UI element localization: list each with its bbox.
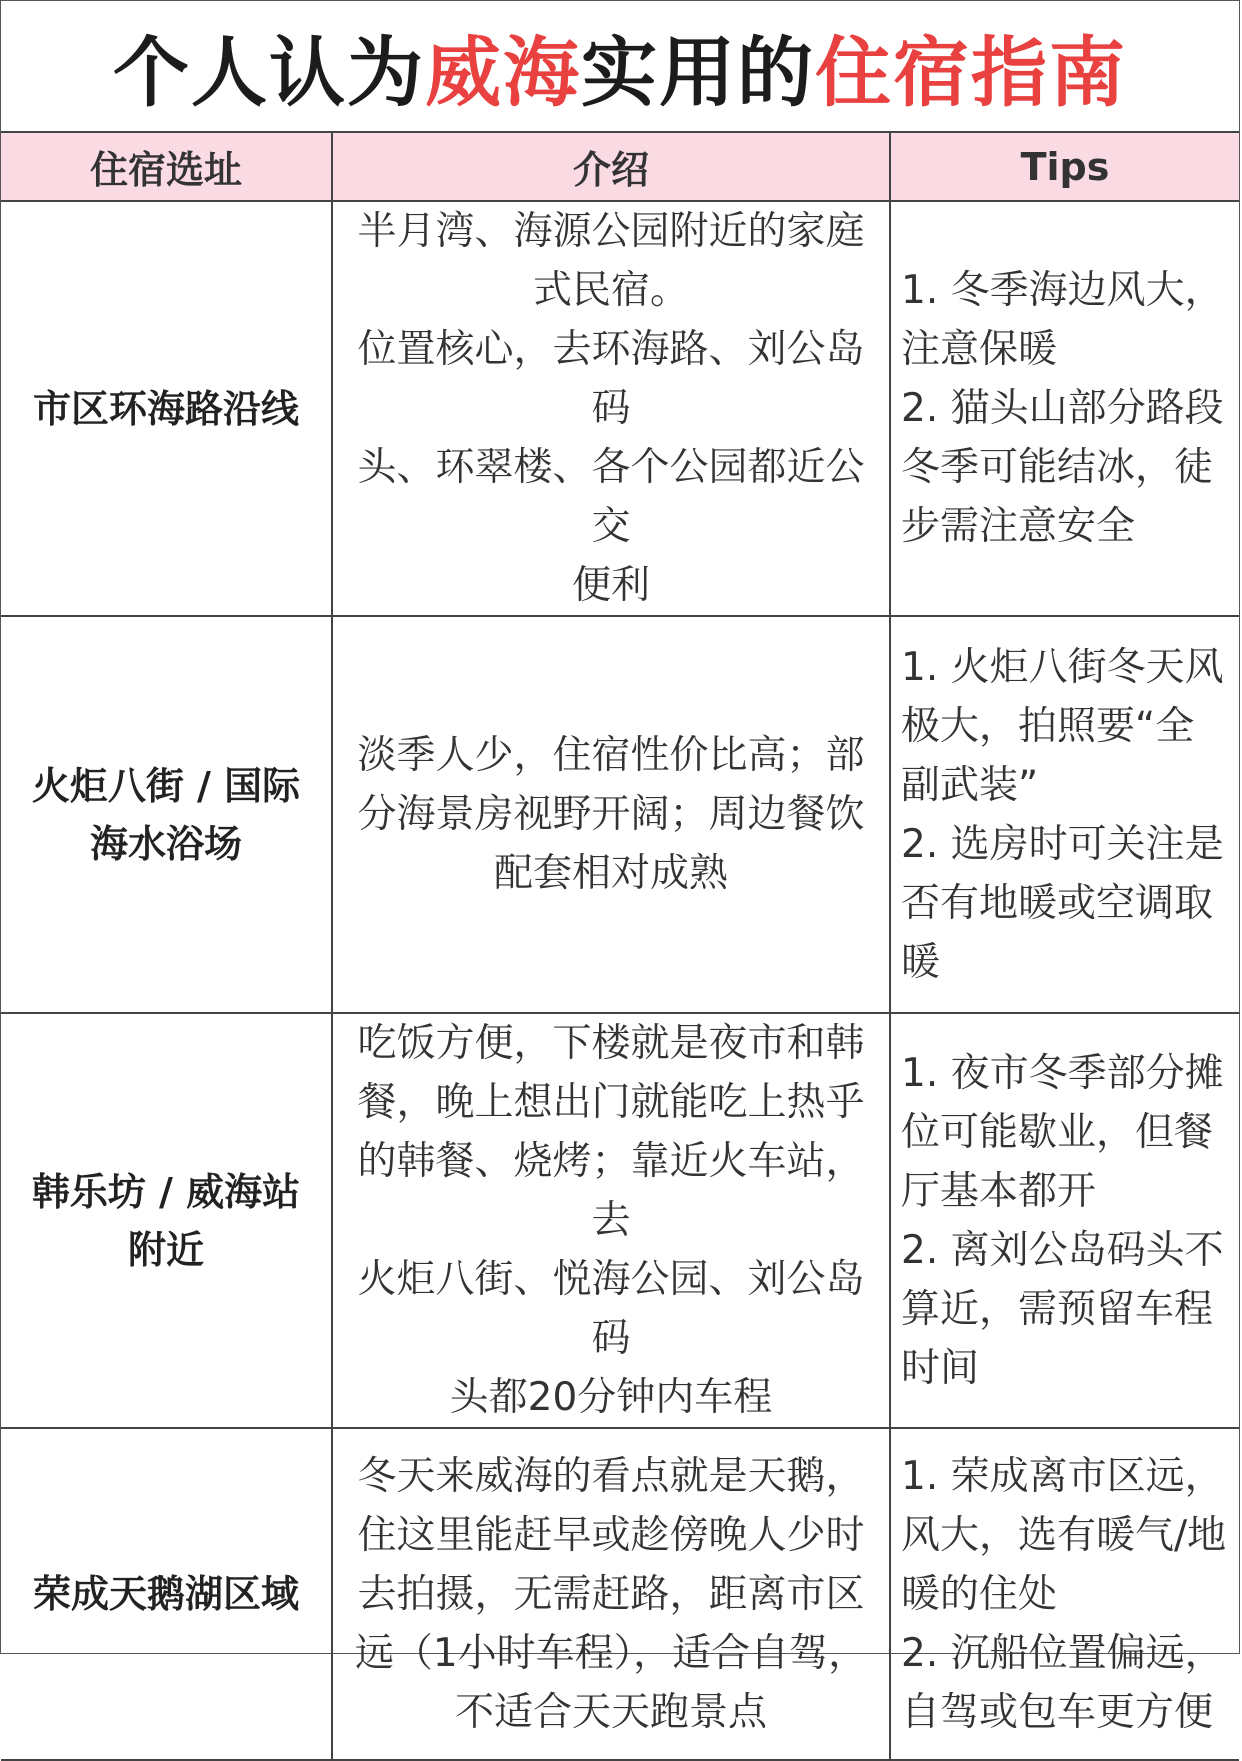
intro-line: 半月湾、海源公园附近的家庭 xyxy=(357,209,865,254)
tips-cell xyxy=(890,616,1239,1013)
tips-line: 步需注意安全 xyxy=(901,504,1136,549)
header-tips: Tips xyxy=(890,133,1239,201)
intro-line: 配套相对成熟 xyxy=(493,851,728,896)
intro-cell xyxy=(332,201,890,616)
location-cell xyxy=(1,201,332,616)
tips-line: 1. 荣成离市区远， xyxy=(901,1453,1224,1499)
table-row xyxy=(1,1013,1239,1428)
location-line: 海水浴场 xyxy=(89,821,242,866)
tips-line: 时间 xyxy=(901,1345,980,1391)
tips-line: 注意保暖 xyxy=(901,327,1058,372)
intro-line: 头、环翠楼、各个公园都近公交 xyxy=(357,445,865,549)
header-intro: 介绍 xyxy=(332,133,890,201)
title-part-3: 实用的 xyxy=(581,27,815,117)
tips-line: 冬季可能结冰，徒 xyxy=(901,445,1214,490)
intro-line: 去拍摄，无需赶路，距离市区 xyxy=(357,1571,865,1617)
accommodation-table xyxy=(1,133,1239,1761)
title-part-2-highlight: 威海 xyxy=(425,27,581,117)
intro-line: 不适合天天跑景点 xyxy=(454,1689,767,1735)
intro-line: 冬天来威海的看点就是天鹅， xyxy=(357,1453,865,1499)
location-line: 荣成天鹅湖区域 xyxy=(32,1572,299,1616)
table-header-row xyxy=(1,133,1239,201)
location-cell xyxy=(1,1013,332,1428)
title-part-4-highlight: 住宿指南 xyxy=(815,27,1127,117)
intro-line: 淡季人少，住宿性价比高；部 xyxy=(357,733,865,778)
table-row xyxy=(1,616,1239,1013)
tips-line: 2. 猫头山部分路段 xyxy=(901,386,1224,431)
tips-line: 暖 xyxy=(901,939,941,985)
tips-line: 厅基本都开 xyxy=(901,1168,1097,1214)
intro-cell xyxy=(332,616,890,1013)
tips-cell xyxy=(890,201,1239,616)
intro-line: 位置核心，去环海路、刘公岛码 xyxy=(357,327,865,431)
intro-line: 远（1小时车程），适合自驾， xyxy=(354,1630,868,1676)
location-line: 附近 xyxy=(127,1227,204,1272)
intro-line: 头都20分钟内车程 xyxy=(449,1375,773,1420)
intro-line: 住这里能赶早或趁傍晚人少时 xyxy=(357,1512,865,1558)
tips-line: 1. 火炬八街冬天风 xyxy=(901,644,1224,690)
tips-line: 暖的住处 xyxy=(901,1571,1058,1617)
tips-line: 1. 冬季海边风大， xyxy=(901,268,1224,313)
location-line: 市区环海路沿线 xyxy=(32,386,299,431)
intro-cell xyxy=(332,1428,890,1760)
table-row xyxy=(1,1428,1239,1760)
intro-line: 吃饭方便，下楼就是夜市和韩 xyxy=(357,1021,865,1066)
intro-line: 火炬八街、悦海公园、刘公岛码 xyxy=(357,1257,865,1361)
tips-line: 2. 沉船位置偏远， xyxy=(901,1630,1224,1676)
tips-line: 否有地暖或空调取 xyxy=(901,880,1214,926)
tips-line: 2. 选房时可关注是 xyxy=(901,821,1224,867)
tips-line: 2. 离刘公岛码头不 xyxy=(901,1227,1224,1273)
table-row xyxy=(1,201,1239,616)
tips-line: 算近，需预留车程 xyxy=(901,1286,1214,1332)
location-cell xyxy=(1,1428,332,1760)
tips-line: 1. 夜市冬季部分摊 xyxy=(901,1050,1224,1096)
tips-cell xyxy=(890,1428,1239,1760)
location-line: 火炬八街 / 国际 xyxy=(31,763,301,808)
intro-line: 便利 xyxy=(571,563,650,608)
location-line: 韩乐坊 / 威海站 xyxy=(31,1169,301,1214)
tips-line: 自驾或包车更方便 xyxy=(901,1689,1214,1735)
intro-line: 的韩餐、烧烤；靠近火车站，去 xyxy=(357,1139,865,1243)
page-title xyxy=(1,1,1239,133)
location-cell xyxy=(1,616,332,1013)
header-location: 住宿选址 xyxy=(1,133,332,201)
tips-line: 风大，选有暖气/地 xyxy=(901,1512,1227,1558)
tips-line: 极大，拍照要“全 xyxy=(901,703,1195,749)
intro-line: 餐，晚上想出门就能吃上热乎 xyxy=(357,1080,865,1125)
tips-line: 位可能歇业，但餐 xyxy=(901,1109,1214,1155)
intro-cell xyxy=(332,1013,890,1428)
intro-line: 式民宿。 xyxy=(532,268,689,313)
tips-cell xyxy=(890,1013,1239,1428)
title-part-1: 个人认为 xyxy=(113,27,425,117)
tips-line: 副武装” xyxy=(901,762,1039,808)
intro-line: 分海景房视野开阔；周边餐饮 xyxy=(357,792,865,837)
